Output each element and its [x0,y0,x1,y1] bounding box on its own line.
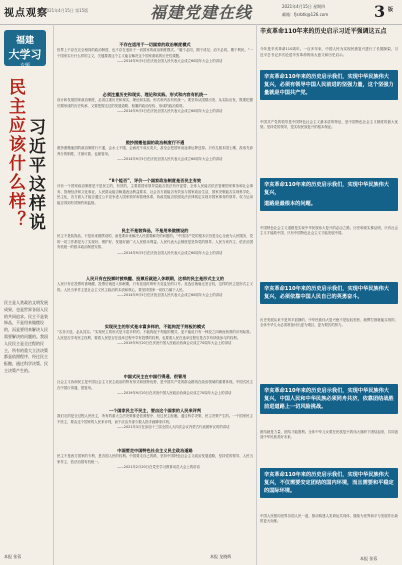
quote-source: ——2014年9月5日在庆祝全国人民代表大会成立60周年大会上的讲话 [117,157,223,162]
quote-article [57,92,253,115]
quote-body: 设计和发展国家政治制度，必须注重历史和现实、理论和实践、形式和内容有机统一。要坚持从国情出发、从实际出发，既要把握长期形成的历史传承，又要把握走过的发展道路、积累的政治经验、形成的政治原则。 [57,98,253,108]
quote-article [57,276,253,299]
highlight-box [260,384,398,414]
column-divider [256,24,257,565]
highlight-box [260,282,398,304]
point-paragraph: 历史发展从来不是风平浪静的，中华民族伟大复兴绝不是轻轻松松、敲锣打鼓就能实现的，全体中华儿女必须准备付出更为艰巨、更为艰苦的努力。 [260,318,398,328]
point-paragraph: 团结就是力量，团结才能胜利。全体中华儿女要在民族复兴的伟大旗帜下团结起来，共同创造中华民族美好未来。 [260,430,398,440]
feature-headline-red: 民主应该什么样？ [5,78,25,230]
logo-line-2: 大学习 [8,48,42,61]
quote-title: 实现民主的形式是丰富多样的，不能拘泥于刻板的模式 [104,324,206,329]
page-number: 3 [374,2,386,21]
highlight-box [260,468,398,498]
masthead: 福建党建在线 [150,3,253,22]
page-label: 版 [388,7,394,13]
column-divider [53,24,54,565]
quote-source: ——2014年9月5日在庆祝全国人民代表大会成立60周年大会上的讲话 [117,109,223,114]
highlight-text: 辛亥革命110年来的历史启示我们，实现中华民族伟大复兴，必须依靠中国人民自己的英勇奋斗。 [264,286,389,300]
quote-article [57,140,253,163]
quote-body: 民主不是西方国家的专利，是各国人民的权利。中国要走自己的路，坚持中国特色社会主义政治发展道路，坚持党的领导、人民当家作主、依法治国有机统一。 [57,454,253,464]
quote-article [57,408,253,431]
feature-headline-black: 习近平这样说 [25,118,45,232]
quote-title: 照抄照搬他国的政治制度行不通 [125,140,185,145]
quote-article [57,324,253,347]
quote-title: 人民只有在投票时被唤醒、投票后就进入休眠期，这样的民主是形式主义的 [85,276,225,281]
logo-line-3: 专题 [19,63,30,69]
page-header [0,0,402,25]
highlight-box [260,70,398,100]
quote-article [57,228,253,256]
quote-article [57,448,253,471]
highlight-text: 辛亥革命110年来的历史启示我们，实现中华民族伟大复兴，必须有领导中国人民前进的坚强力量，这个坚强力量就是中国共产党。 [264,74,394,96]
quote-body: 人民只有在投票时被唤醒、投票后就进入休眠期，只有竞选时聆听天花乱坠的口号、竞选后就毫无发言权，这样的民主是形式主义的。人民当家作主是社会主义民主政治的本质和核心，要坚持国家一切权力属于人民。 [57,282,253,292]
quote-body: 世界上不存在完全相同的政治制度，也不存在适用于一切国家的政治制度模式。“履不必同，期于适足；治不必同，期于利民。”一个国家实行什么样的主义，关键要看这个主义能否解决这个国家面临的历史性课题。 [57,48,253,58]
quote-source: ——2014年9月5日在庆祝全国人民代表大会成立60周年大会上的讲话 [117,293,223,298]
quote-title: “8个能否”，评价一个国家政治制度是否民主有效 [108,178,202,183]
quote-body: 我们走的是全过程人民民主，所有的重大立法决策都是依照程序、经过民主酝酿，通过科学决策、民主决策产生的。一个国家民主不民主，要由这个国家的人民来评判，而不应由外部少数人指手画脚来评判。 [57,414,253,424]
quote-source: ——2014年9月5日在庆祝全国人民代表大会成立60周年大会上的讲话 [117,59,223,64]
point-paragraph: 中国特色社会主义道路是实现中华民族伟大复兴的必由之路。历史和现实都证明，只有社会主义才能救中国，只有中国特色社会主义才能发展中国。 [260,226,398,236]
quote-source: ——2021年3月在参加十三届全国人大四次会议内蒙古代表团审议时的讲话 [117,425,230,430]
quote-source: ——2019年9月20日在庆祝中国人民政治协商会议成立70周年大会上的讲话 [117,341,232,346]
point-paragraph: 中国共产党的领导是中国特色社会主义最本质的特征，是中国特色社会主义制度的最大优势。坚持党的领导，是实现民族复兴的根本保证。 [260,120,398,130]
highlight-subtext: 道路是最根本的问题。 [264,201,316,207]
right-article-author: 本报 张蓉 [360,556,378,561]
highlight-text: 辛亥革命110年来的历史启示我们，实现中华民族伟大复兴， [264,182,389,196]
column-name: 视点观察 [4,8,48,19]
quote-article [57,42,253,65]
quote-title: 一个国家民主不民主，要由这个国家的人民来评判 [108,408,202,413]
page-info: 2021年4月15日 第15版 [44,8,89,13]
study-logo [4,30,46,69]
quote-body: 民主不是装饰品，不是用来做摆设的，而是要用来解决人民需要解决的问题的。“中国共产党的根本宗旨是全心全意为人民服务，党的一切工作都是为了实现好、维护好、发展好最广大人民根本利益。人民代表大会制度是坚持党的领导、人民当家作主、依法治国有机统一的根本政治制度安排。 [57,234,253,250]
quote-title: 中国式民主在中国行得通、很管用 [123,374,187,379]
quotes-author: 本报 龙晓辉 [210,554,232,559]
quote-title: 民主不是装饰品，不是用来做摆设的 [121,228,189,233]
quote-body: “名非天造，必从其实。”实现民主的形式是丰富多样的，不能拘泥于刻板的模式，更不能说只有一种放之四海而皆准的评判标准。人民是否享有民主权利，要看人民是否在选举过程中享有投票的权利，也要看人民在选举过程后是否享有持续参与的权利。 [57,330,253,340]
quote-title: 中国要走中国特色社会主义民主政治道路 [117,448,193,453]
highlight-box [260,178,398,211]
right-article-intro: 今年是辛亥革命110周年。一百多年来，中国人民为实现民族复兴进行了长期探索，习近平总书记多次论述辛亥革命的伟大意义和历史启示。 [260,47,398,57]
quote-article [57,178,253,206]
feature-author: 本报 张蓉 [4,554,22,559]
right-article-title: 辛亥革命110年来的历史启示习近平强调这五点 [260,28,387,35]
highlight-text: 辛亥革命110年来的历史启示我们，实现中华民族伟大复兴，不仅需要安定团结的国内环境，而且需要和平稳定的国际环境。 [264,472,394,494]
quote-source: ——2019年9月20日在庆祝中国人民政治协商会议成立70周年大会上的讲话 [117,391,232,396]
feature-lede: 民主是人类政治文明发展成果，也是世界各国人民的共同追求。民主不是装饰品，不是用来做摆设的，而是要用来解决人民需要解决的问题的。我国人民民主是全过程的民主，所有的重大立法决策都是依照程序、经过民主酝酿，通过科学决策、民主决策产生的。 [4,300,48,373]
issue-date: 2021年4月15日 星期四 [282,4,326,9]
quote-title: 必须注重历史和现实、理论和实践、形式和内容有机统一 [102,92,208,97]
logo-line-1: 福建 [15,36,34,46]
quote-source: ——2014年9月5日在庆祝全国人民代表大会成立60周年大会上的讲话 [117,250,223,255]
quote-body: 评价一个国家政治制度是不是民主的、有效的，主要看国家领导层能否依法有序更替，全体人民能否依法管理国家事务和社会事务、管理经济和文化事业，人民群众能否畅通表达利益要求，社会各方面能否有效参与国家政治生活，国家决策能否实现科学化、民主化，各方面人才能否通过公平竞争进入国家领导和管理体系，执政党能否依照宪法法律规定实现对国家事务的领导，权力运用能否得到有效制约和监督。 [57,184,253,205]
contact-email: 邮箱：fjsrbtk@126.com [282,12,329,17]
quote-article [57,374,253,397]
quote-body: 照抄照搬他国的政治制度行不通，会水土不服，会画虎不成反类犬，甚至会把国家前途命运葬送掉。只有扎根本国土壤、汲取充沛养分的制度，才最可靠、也最管用。 [57,146,253,156]
point-paragraph: 中国人民愿同世界各国人民一道，推动构建人类命运共同体，继续为世界和平与发展作出新的更大贡献。 [260,514,398,524]
quote-source: ——2021年2月20日在党史学习教育动员大会上的讲话 [117,465,200,470]
quote-title: 不存在适用于一切国家的政治制度模式 [119,42,191,47]
quote-body: 社会主义协商民主是中国社会主义民主政治的特有形式和独特优势，是中国共产党的群众路线在政治领域的重要体现。中国式民主在中国行得通、很管用。 [57,380,253,390]
highlight-text: 辛亥革命110年来的历史启示我们，实现中华民族伟大复兴，中国人民和中华民族必须同舟共济，依靠团结战胜前进道路上一切风险挑战。 [264,388,394,410]
